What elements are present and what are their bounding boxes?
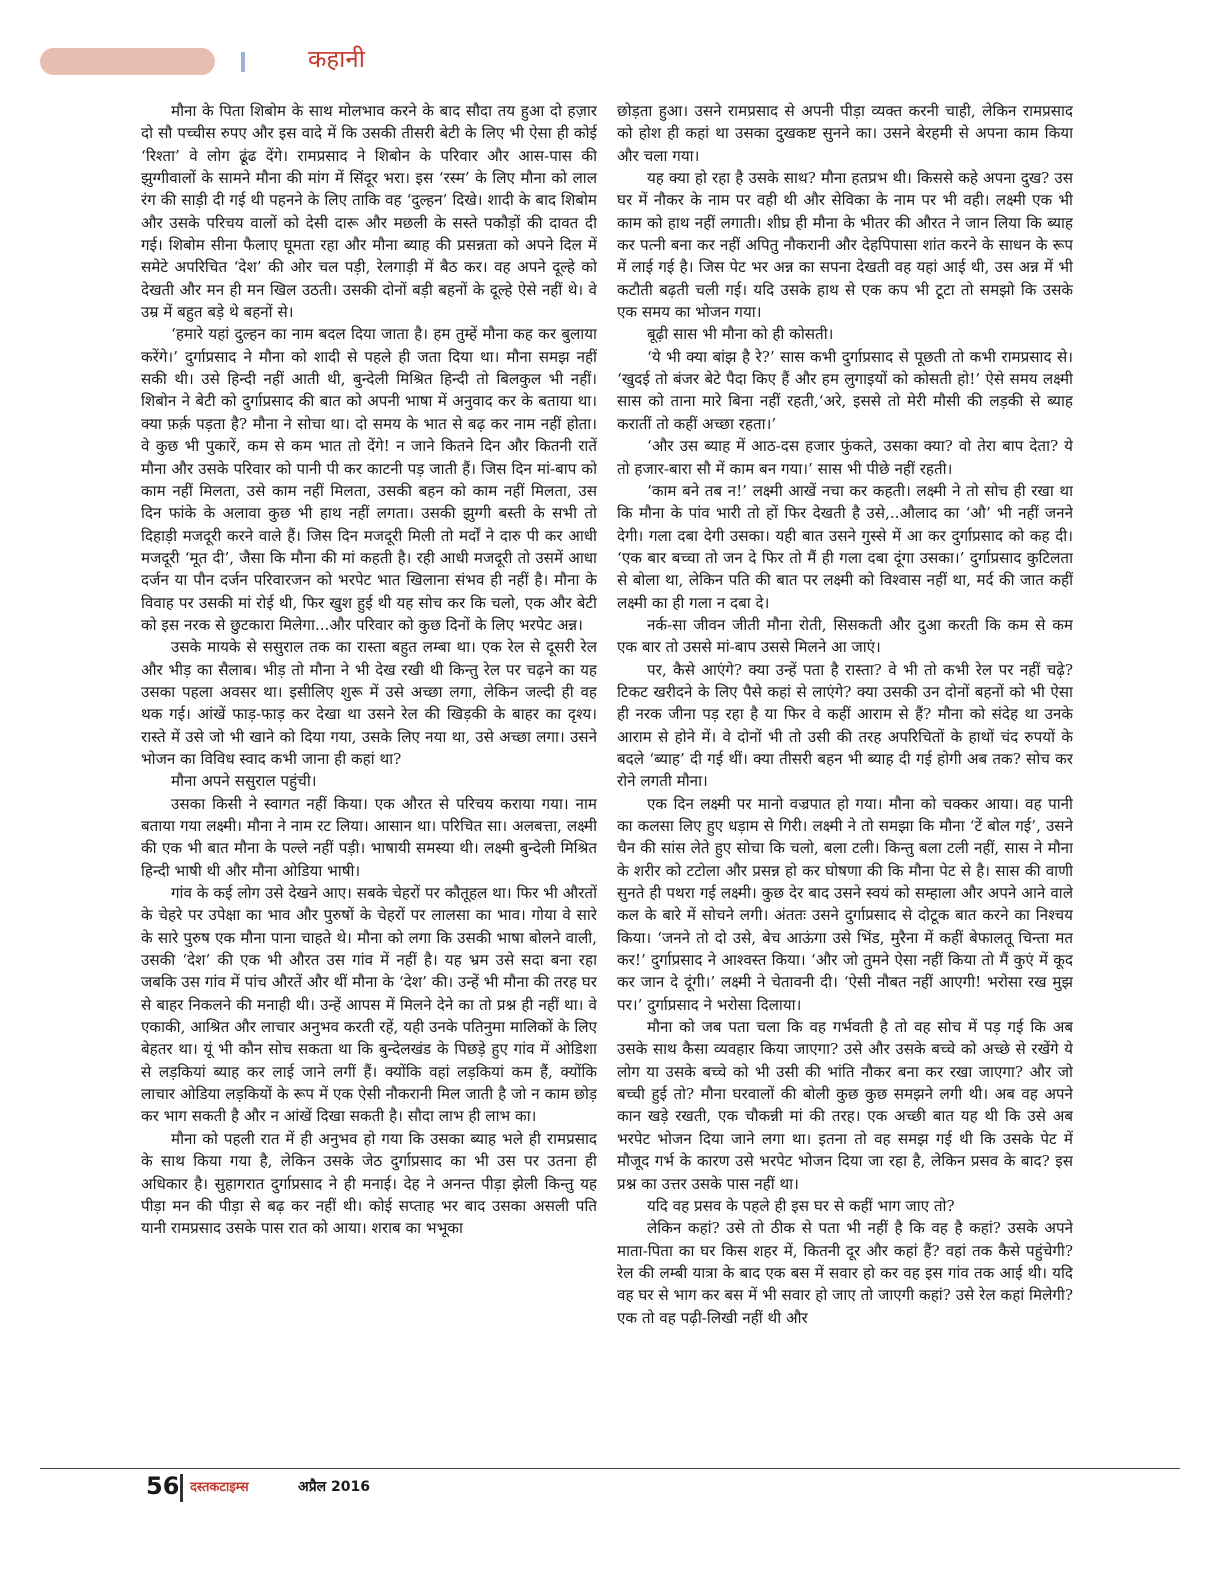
magazine-name: दस्तकटाइम्स (190, 1480, 249, 1495)
page-number: 56 (146, 1472, 180, 1500)
paragraph: मौना के पिता शिबोम के साथ मोलभाव करने के बाद सौदा तय हुआ दो हज़ार दो सौ पच्चीस रुपए और इस वादे में कि उसकी तीसरी बेटी के लिए भी ऐसा ही कोई ‘रिश्ता’ वे लोग ढूंढ देंगे। रामप्रसाद ने शिबोन के परिवार और आस-पास की झुग्गीवालों के सामने मौना की मांग में सिंदूर भरा। इस ‘रस्म’ के लिए मौना को लाल रंग की साड़ी दी गई थी पहनने के लिए ताकि वह ‘दुल्हन’ दिखे। शादी के बाद शिबोम और उसके परिचय वालों को देसी दारू और मछली के सस्ते पकौड़ों की दावत दी गई। शिबोम सीना फैलाए घूमता रहा और मौना ब्याह की प्रसन्नता को अपने दिल में समेटे अपरिचित ‘देश’ की ओर चल पड़ी, रेलगाड़ी में बैठ कर। वह अपने दूल्हे को देखती और मन ही मन खिल उठती। उसकी दोनों बड़ी बहनों के दूल्हे ऐसे नहीं थे। वे उम्र में बहुत बड़े थे बहनों से। (141, 102, 597, 322)
paragraph: यदि वह प्रसव के पहले ही इस घर से कहीं भाग जाए तो? (647, 1196, 955, 1215)
footer-divider (180, 1474, 183, 1502)
right-column (617, 100, 1073, 1460)
section-title: कहानी (308, 45, 365, 73)
header-decoration-pill (40, 48, 215, 75)
issue-date: अप्रैल 2016 (298, 1479, 370, 1495)
paragraph: बूढ़ी सास भी मौना को ही कोसती। (647, 325, 834, 344)
footer-rule (40, 1468, 1180, 1469)
header-divider-bar (241, 52, 245, 72)
paragraph: मौना को जब पता चला कि वह गर्भवती है तो वह सोच में पड़ गई कि अब उसके साथ कैसा व्यवहार किया जाएगा? उसे और उसके बच्चे को अच्छे से रखेंगे ये लोग या उसके बच्चे को भी उसी की भांति नौकर बना कर रखा जाएगा? और जो बच्ची हुई तो? मौना घरवालों की बोली कुछ कुछ समझने लगी थी। अब वह अपने कान खड़े रखती, एक चौकन्नी मां की तरह। एक अच्छी बात यह थी कि उसे अब भरपेट भोजन दिया जाने लगा था। इतना तो वह समझ गई थी कि उसके पेट में मौजूद गर्भ के कारण उसे भरपेट भोजन दिया जा रहा है, लेकिन प्रसव के बाद? इस प्रश्न का उत्तर उसके पास नहीं था। (617, 1018, 1073, 1193)
paragraph: ‘काम बने तब न!’ लक्ष्मी आखें नचा कर कहती। लक्ष्मी ने तो सोच ही रखा था कि मौना के पांव भारी तो हों फिर देखती है उसे,..औलाद का ‘औ’ भी नहीं जनने देगी। गला दबा देगी उसका। यही बात उसने गुस्से में आ कर दुर्गाप्रसाद को कह दी। ‘एक बार बच्चा तो जन दे फिर तो मैं ही गला दबा दूंगा उसका।’ दुर्गाप्रसाद कुटिलता से बोला था, लेकिन पति की बात पर लक्ष्मी को विश्वास नहीं था, मर्द की जात कहीं लक्ष्मी का ही गला न दबा दे। (617, 481, 1073, 612)
paragraph: यह क्या हो रहा है उसके साथ? मौना हतप्रभ थी। किससे कहे अपना दुख? उस घर में नौकर के नाम पर वही थी और सेविका के नाम पर भी वही। लक्ष्मी एक भी काम को हाथ नहीं लगाती। शीघ्र ही मौना के भीतर की औरत ने जान लिया कि ब्याह कर पत्नी बना कर नहीं अपितु नौकरानी और देहपिपासा शांत करने के साधन के रूप में लाई गई है। जिस पेट भर अन्न का सपना देखती वह यहां आई थी, उस अन्न में भी कटौती बढ़ती चली गई। यदि उसके हाथ से एक कप भी टूटा तो समझो कि उसके एक समय का भोजन गया। (617, 169, 1073, 322)
paragraph: मौना अपने ससुराल पहुंची। (171, 772, 317, 791)
paragraph: उसका किसी ने स्वागत नहीं किया। एक औरत से परिचय कराया गया। नाम बताया गया लक्ष्मी। मौना ने नाम रट लिया। आसान था। परिचित सा। अलबत्ता, लक्ष्मी की एक भी बात मौना के पल्ले नहीं पड़ी। भाषायी समस्या थी। लक्ष्मी बुन्देली मिश्रित हिन्दी भाषी थी और मौना ओडिया भाषी। (141, 794, 597, 880)
paragraph: मौना को पहली रात में ही अनुभव हो गया कि उसका ब्याह भले ही रामप्रसाद के साथ किया गया है, लेकिन उसके जेठ दुर्गाप्रसाद का भी उस पर उतना ही अधिकार है। सुहागरात दुर्गाप्रसाद ने ही मनाई। देह ने अनन्त पीड़ा झेली किन्तु यह पीड़ा मन की पीड़ा से बढ़ कर नहीं थी। कोई सप्ताह भर बाद उसका असली पति यानी रामप्रसाद उसके पास रात को आया। शराब का भभूका (141, 1129, 597, 1238)
paragraph: उसके मायके से ससुराल तक का रास्ता बहुत लम्बा था। एक रेल से दूसरी रेल और भीड़ का सैलाब। भीड़ तो मौना ने भी देख रखी थी किन्तु रेल पर चढ़ने का यह उसका पहला अवसर था। इसीलिए शुरू में उसे अच्छा लगा, लेकिन जल्दी ही वह थक गई। आंखें फाड़-फाड़ कर देखा था उसने रेल की खिड़की के बाहर का दृश्य। रास्ते में उसे जो भी खाने को दिया गया, उसके लिए नया था, उसे अच्छा लगा। उसने भोजन का विविध स्वाद कभी जाना ही कहां था? (141, 638, 597, 768)
paragraph: छोड़ता हुआ। उसने रामप्रसाद से अपनी पीड़ा व्यक्त करनी चाही, लेकिन रामप्रसाद को होश ही कहां था उसका दुखकष्ट सुनने का। उसने बेरहमी से अपना काम किया और चला गया। (617, 102, 1073, 165)
left-column (141, 100, 597, 1460)
paragraph: ‘और उस ब्याह में आठ-दस हजार फुंकते, उसका क्या? वो तेरा बाप देता? ये तो हजार-बारा सौ में काम बन गया।’ सास भी पीछे नहीं रहती। (617, 437, 1073, 478)
paragraph: ‘ये भी क्या बांझ है रे?’ सास कभी दुर्गाप्रसाद से पूछती तो कभी रामप्रसाद से। ‘खुदई तो बंजर बेटे पैदा किए हैं और हम लुगाइयों को कोसती हो!’ ऐसे समय लक्ष्मी सास को ताना मारे बिना नहीं रहती,‘अरे, इससे तो मेरी मौसी की लड़की से ब्याह करातीं तो कहीं अच्छा रहता।’ (617, 347, 1073, 433)
paragraph: गांव के कई लोग उसे देखने आए। सबके चेहरों पर कौतूहल था। फिर भी औरतों के चेहरे पर उपेक्षा का भाव और पुरुषों के चेहरों पर लालसा का भाव। गोया वे सारे के सारे पुरुष एक मौना पाना चाहते थे। मौना को लगा कि उसकी भाषा बोलने वाली, उसकी ‘देश’ की एक भी औरत उस गांव में नहीं है। यह भ्रम उसे सदा बना रहा जबकि उस गांव में पांच औरतें और थीं मौना के ‘देश’ की। उन्हें भी मौना की तरह घर से बाहर निकलने की मनाही थी। उन्हें आपस में मिलने देने का तो प्रश्न ही नहीं था। वे एकाकी, आश्रित और लाचार अनुभव करती रहें, यही उनके पतिनुमा मालिकों के लिए बेहतर था। यूं भी कौन सोच सकता था कि बुन्देलखंड के पिछड़े हुए गांव में ओडिशा से लड़कियां ब्याह कर लाई जाने लगीं हैं। क्योंकि वहां लड़कियां कम हैं, क्योंकि लाचार ओडिया लड़कियों के रूप में एक ऐसी नौकरानी मिल जाती है जो न काम छोड़ कर भाग सकती है और न आंखें दिखा सकती है। सौदा लाभ ही लाभ का। (141, 884, 597, 1126)
paragraph: ‘हमारे यहां दुल्हन का नाम बदल दिया जाता है। हम तुम्हें मौना कह कर बुलाया करेंगे।’ दुर्गाप्रसाद ने मौना को शादी से पहले ही जता दिया था। मौना समझ नहीं सकी थी। उसे हिन्दी नहीं आती थी, बुन्देली मिश्रित हिन्दी तो बिलकुल भी नहीं। शिबोन ने बेटी को दुर्गाप्रसाद की बात को अपनी भाषा में अनुवाद कर के बताया था। क्या फ़र्क़ पड़ता है? मौना ने सोचा था। दो समय के भात से बढ़ कर नाम नहीं होता। वे कुछ भी पुकारें, कम से कम भात तो देंगे! न जाने कितने दिन और कितनी रातें मौना और उसके परिवार को पानी पी कर काटनी पड़ जाती हैं। जिस दिन मां-बाप को काम नहीं मिलता, उसे काम नहीं मिलता, उसकी बहन को काम नहीं मिलता, उस दिन फांके के अलावा कुछ भी हाथ नहीं लगता। उसकी झुग्गी बस्ती के सभी तो दिहाड़ी मजदूरी करने वाले हैं। जिस दिन मजदूरी मिली तो मर्दों ने दारु पी कर आधी मजदूरी ‘मूत दी’, जैसा कि मौना की मां कहती है। रही आधी मजदूरी तो उसमें आधा दर्जन या पौन दर्जन परिवारजन को भरपेट भात खिलाना संभव ही नहीं है। मौना के विवाह पर उसकी मां रोई थी, फिर खुश हुई थी यह सोच कर कि चलो, एक और बेटी को इस नरक से छुटकारा मिलेगा...और परिवार को कुछ दिनों के लिए भरपेट अन्न। (141, 325, 597, 634)
paragraph: नर्क-सा जीवन जीती मौना रोती, सिसकती और दुआ करती कि कम से कम एक बार तो उससे मां-बाप उससे मिलने आ जाएं। (617, 615, 1073, 657)
paragraph: एक दिन लक्ष्मी पर मानो वज्रपात हो गया। मौना को चक्कर आया। वह पानी का कलसा लिए हुए धड़ाम से गिरी। लक्ष्मी ने तो समझा कि मौना ‘टें बोल गई’, उसने चैन की सांस लेते हुए सोचा कि चलो, बला टली। किन्तु बला टली नहीं, सास ने मौना के शरीर को टटोला और प्रसन्न हो कर घोषणा की कि मौना पेट से है। सास की वाणी सुनते ही पथरा गई लक्ष्मी। कुछ देर बाद उसने स्वयं को सम्हाला और अपने आने वाले कल के बारे में सोचने लगी। अंततः उसने दुर्गाप्रसाद से दोटूक बात करने का निश्चय किया। ‘जनने तो दो उसे, बेच आऊंगा उसे भिंड, मुरैना में कहीं बेफालतू चिन्ता मत कर!’ दुर्गाप्रसाद ने आश्वस्त किया। ‘और जो तुमने ऐसा नहीं किया तो मैं कुएं में कूद कर जान दे दूंगी।’ लक्ष्मी ने चेतावनी दी। ‘ऐसी नौबत नहीं आएगी! भरोसा रख मुझ पर।’ दुर्गाप्रसाद ने भरोसा दिलाया। (617, 794, 1073, 1014)
paragraph: पर, कैसे आएंगे? क्या उन्हें पता है रास्ता? वे भी तो कभी रेल पर नहीं चढ़े? टिकट खरीदने के लिए पैसे कहां से लाएंगे? क्या उसकी उन दोनों बहनों को भी ऐसा ही नरक जीना पड़ रहा है या फिर वे कहीं आराम से हैं? मौना को संदेह था उनके आराम से होने में। वे दोनों भी तो उसी की तरह अपरिचितों के हाथों चंद रुपयों के बदले ‘ब्याह’ दी गई थीं। क्या तीसरी बहन भी ब्याह दी गई होगी अब तक? सोच कर रोने लगती मौना। (617, 660, 1073, 791)
paragraph: लेकिन कहां? उसे तो ठीक से पता भी नहीं है कि वह है कहां? उसके अपने माता-पिता का घर किस शहर में, कितनी दूर और कहां हैं? वहां तक कैसे पहुंचेगी? रेल की लम्बी यात्रा के बाद एक बस में सवार हो कर वह इस गांव तक आई थी। यदि वह घर से भाग कर बस में भी सवार हो जाए तो जाएगी कहां? उसे रेल कहां मिलेगी? एक तो वह पढ़ी-लिखी नहीं थी और (617, 1219, 1073, 1327)
